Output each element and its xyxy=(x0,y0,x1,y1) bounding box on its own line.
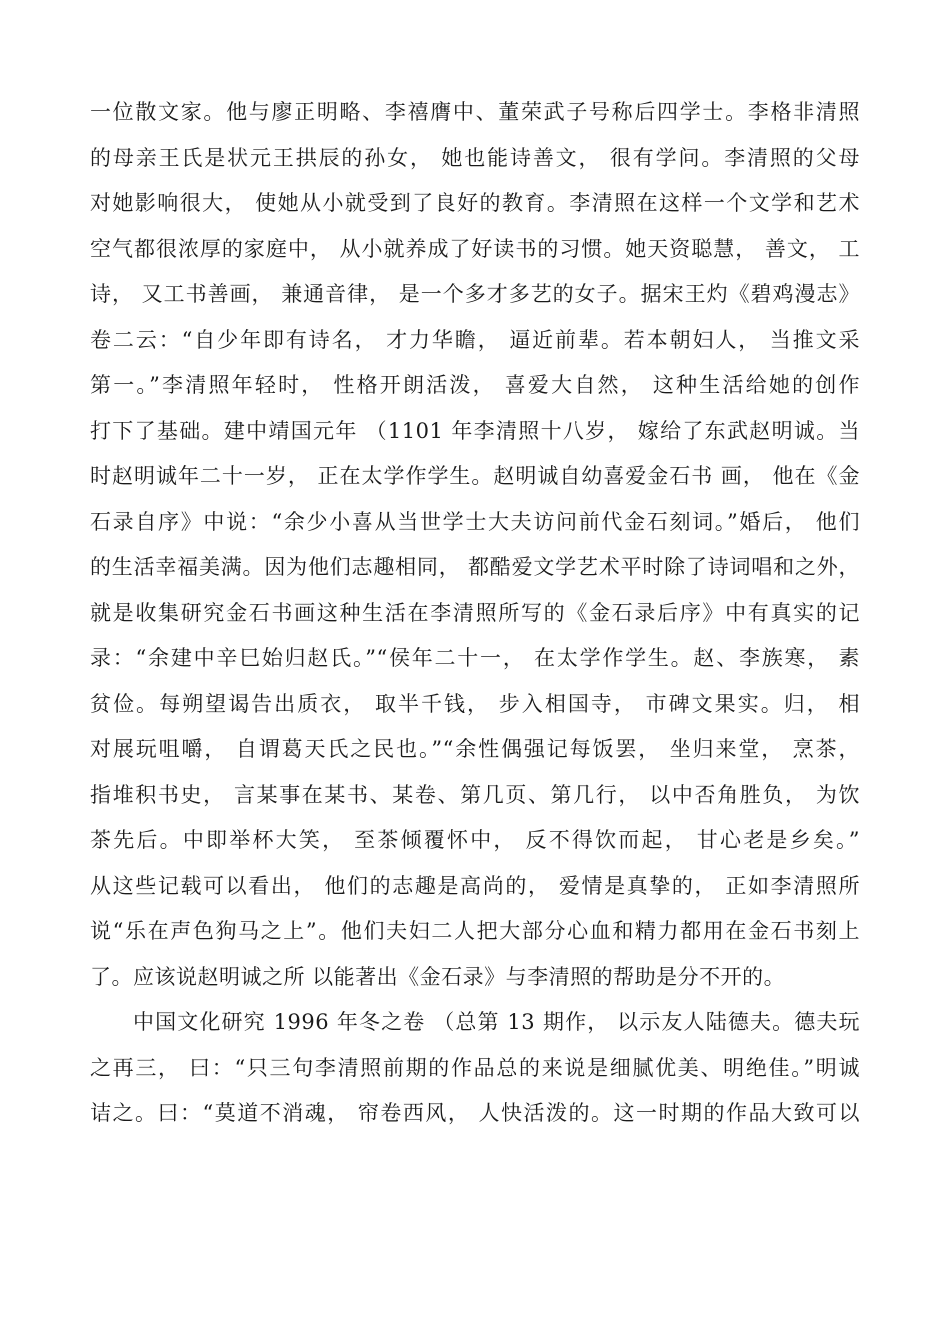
text-line: 诗， 又工书善画， 兼通音律， 是一个多才多艺的女子。据宋王灼《碧鸡漫志》 xyxy=(90,282,860,306)
text-line: 对展玩咀嚼， 自谓葛天氏之民也。”“余性偶强记每饭罢， 坐归来堂， 烹茶， xyxy=(90,737,860,761)
text-line: 第一。”李清照年轻时， 性格开朗活泼， 喜爱大自然， 这种生活给她的创作 xyxy=(90,373,860,397)
text-line: 说“乐在声色狗马之上”。他们夫妇二人把大部分心血和精力都用在金石书刻上 xyxy=(90,919,860,943)
text-line: 之再三， 曰：“只三句李清照前期的作品总的来说是细腻优美、明绝佳。”明诚 xyxy=(90,1055,860,1080)
text-line: 了。应该说赵明诚之所 以能著出《金石录》与李清照的帮助是分不开的。 xyxy=(90,964,786,989)
paragraph-works xyxy=(90,1000,860,1137)
text-line: 对她影响很大， 使她从小就受到了良好的教育。李清照在这样一个文学和艺术 xyxy=(90,191,860,215)
text-line: 石录自序》中说：“余少小喜从当世学士大夫访问前代金石刻词。”婚后， 他们 xyxy=(90,509,860,534)
text-line: 空气都很浓厚的家庭中， 从小就养成了好读书的习惯。她天资聪慧， 善文， 工 xyxy=(90,236,860,261)
text-line: 卷二云：“自少年即有诗名， 才力华瞻， 逼近前辈。若本朝妇人， 当推文采 xyxy=(90,327,860,352)
text-line: 就是收集研究金石书画这种生活在李清照所写的《金石录后序》中有真实的记 xyxy=(90,600,860,625)
text-line: 的生活幸福美满。因为他们志趣相同， 都酷爱文学艺术平时除了诗词唱和之外， xyxy=(90,555,860,579)
text-line: 录：“余建中辛巳始归赵氏。”“侯年二十一， 在太学作学生。赵、李族寒， 素 xyxy=(90,646,860,670)
paragraph-biography xyxy=(90,90,860,1000)
text-line: 的母亲王氏是状元王拱辰的孙女， 她也能诗善文， 很有学问。李清照的父母 xyxy=(90,145,860,170)
text-line: 诘之。曰：“莫道不消魂， 帘卷西风， 人快活泼的。这一时期的作品大致可以 xyxy=(90,1101,860,1125)
text-line: 指堆积书史， 言某事在某书、某卷、第几页、第几行， 以中否角胜负， 为饮 xyxy=(90,782,860,807)
text-line: 贫俭。每朔望谒告出质衣， 取半千钱， 步入相国寺， 市碑文果实。归， 相 xyxy=(90,691,860,716)
text-line: 中国文化研究 1996 年冬之卷 （总第 13 期作， 以示友人陆德夫。德夫玩 xyxy=(133,1010,860,1034)
text-line: 茶先后。中即举杯大笑， 至茶倾覆怀中， 反不得饮而起， 甘心老是乡矣。” xyxy=(90,828,860,852)
text-line: 时赵明诚年二十一岁， 正在太学作学生。赵明诚自幼喜爱金石书 画， 他在《金 xyxy=(90,464,860,488)
text-line: 从这些记载可以看出， 他们的志趣是高尚的， 爱情是真挚的， 正如李清照所 xyxy=(90,873,860,898)
document-page xyxy=(90,90,860,1137)
text-line: 打下了基础。建中靖国元年 （1101 年李清照十八岁， 嫁给了东武赵明诚。当 xyxy=(90,418,860,443)
text-line: 一位散文家。他与廖正明略、李禧膺中、董荣武子号称后四学士。李格非清照 xyxy=(90,100,860,124)
